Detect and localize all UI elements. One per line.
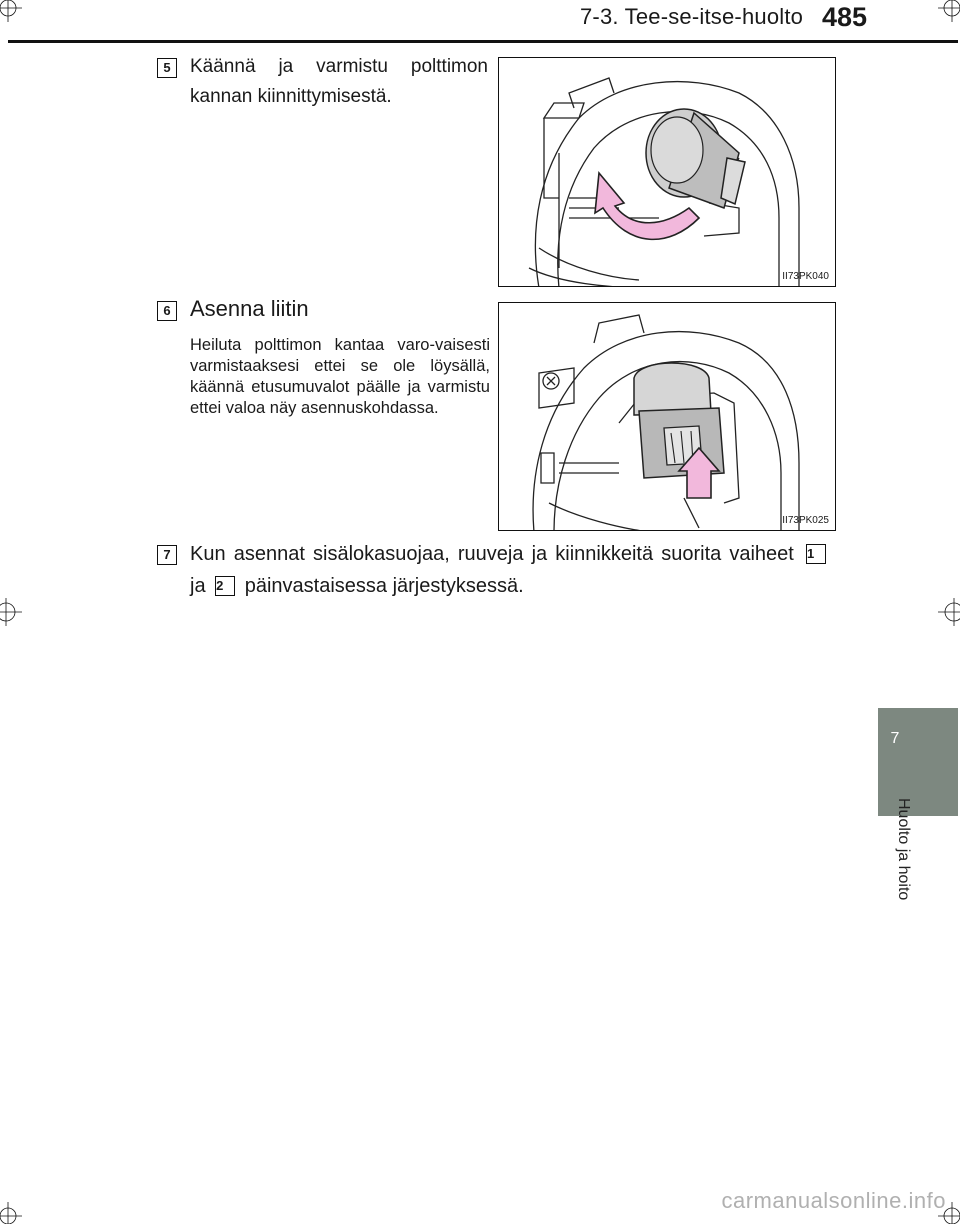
- step-7-text-before: Kun asennat sisälokasuojaa, ruuveja ja kiinnikkeitä suorita vaiheet: [190, 543, 794, 565]
- bulb-rotate-illustration: [499, 58, 836, 287]
- page-number: 485: [822, 2, 868, 32]
- figure-code: II73PK025: [782, 515, 829, 526]
- step-number-5: 5: [157, 58, 177, 78]
- step-ref-2: 2: [215, 576, 235, 596]
- section-title: 7-3. Tee-se-itse-huolto: [580, 4, 804, 29]
- step-6-heading: Asenna liitin: [190, 296, 309, 321]
- crop-mark-bottom-left: [0, 1200, 24, 1224]
- step-7-text-middle: ja: [190, 575, 206, 597]
- chapter-label: Huolto ja hoito: [895, 798, 912, 901]
- header-rule: [8, 40, 958, 43]
- figure-code: II73PK040: [782, 271, 829, 282]
- figure-bulb-rotate: [498, 57, 836, 287]
- step-6-text: Heiluta polttimon kantaa varo-vaisesti varmistaaksesi ettei se ole löysällä, käännä etusumuvalot päälle ja varmistu ettei valoa näy asennuskohdassa.: [190, 336, 490, 417]
- crop-mark-top-right: [936, 0, 960, 24]
- crop-mark-top-left: [0, 0, 24, 24]
- chapter-tab: [878, 708, 958, 816]
- crop-mark-middle-right: [936, 596, 960, 628]
- watermark: carmanualsonline.info: [721, 1188, 946, 1213]
- chapter-tab-number: 7: [890, 730, 900, 747]
- step-7-text: [190, 538, 830, 602]
- step-ref-1: 1: [806, 544, 826, 564]
- step-number-6: 6: [157, 301, 177, 321]
- step-5-text: Käännä ja varmistu polttimon kannan kiinnittymisestä.: [190, 56, 488, 107]
- step-number-7: 7: [157, 545, 177, 565]
- connector-install-illustration: [499, 303, 836, 531]
- step-7-text-after: päinvastaisessa järjestyksessä.: [244, 575, 524, 597]
- figure-connector-install: [498, 302, 836, 531]
- crop-mark-middle-left: [0, 596, 24, 628]
